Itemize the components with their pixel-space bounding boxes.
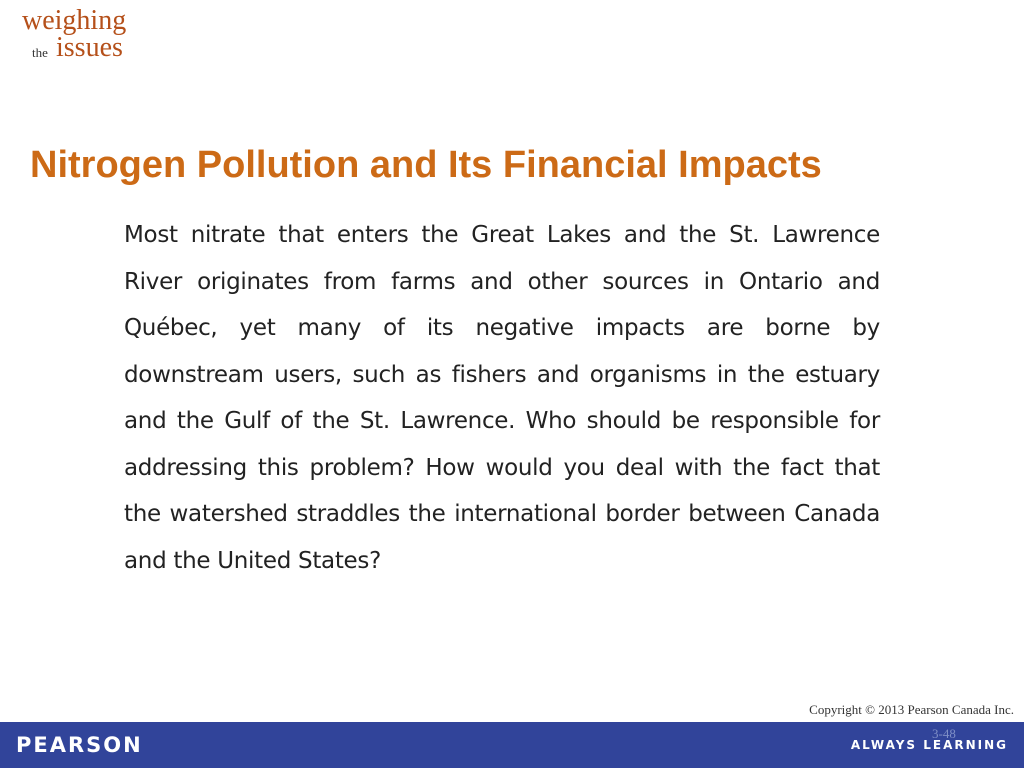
footer-tagline: ALWAYS LEARNING bbox=[850, 738, 1008, 752]
logo-word-weighing: weighing bbox=[22, 5, 127, 36]
slide-title: Nitrogen Pollution and Its Financial Impacts bbox=[30, 144, 822, 186]
logo-word-the: the bbox=[32, 45, 48, 60]
footer-bar bbox=[0, 722, 1024, 768]
slide-number: 3-48 bbox=[932, 726, 956, 741]
logo-word-issues: issues bbox=[56, 32, 123, 63]
pearson-logo: PEARSON bbox=[16, 733, 143, 757]
copyright-notice: Copyright © 2013 Pearson Canada Inc. bbox=[809, 702, 1014, 717]
slide-body-text: Most nitrate that enters the Great Lakes and the St. Lawrence River originates from farms and other sources in Ontario and Québec, yet many of its negative impacts are borne by downstream users, such as fishers and organisms in the estuary and the Gulf of the St. Lawrence. Who should be responsible for addressing this problem? How would you deal with the fact that the watershed straddles the international border between Canada and the United States? bbox=[124, 222, 880, 574]
weighing-the-issues-logo bbox=[22, 6, 152, 66]
